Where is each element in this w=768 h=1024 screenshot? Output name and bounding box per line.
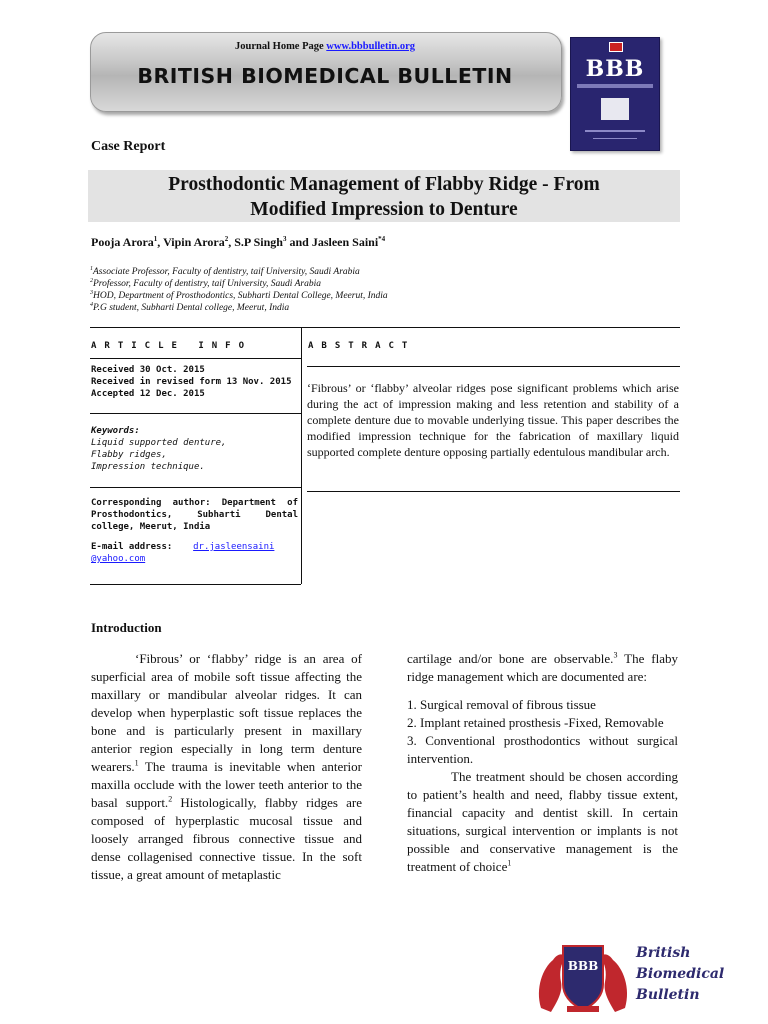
logo-horse-right (601, 954, 627, 1012)
citation: 1 (507, 858, 512, 868)
keyword: Liquid supported denture, (91, 438, 227, 448)
email-link-domain[interactable]: @yahoo.com (91, 554, 146, 564)
author-sup: *4 (378, 235, 386, 243)
info-top-rule (90, 327, 680, 328)
journal-cover-image (570, 37, 660, 151)
citation: 2 (168, 794, 173, 804)
list-item: 1. Surgical removal of fibrous tissue (407, 697, 596, 712)
cover-box (601, 98, 629, 120)
journal-home-line (90, 41, 560, 52)
info-heading-rule (90, 358, 301, 359)
intro-text: The trauma is inevitable when anterior maxilla occlude with the lower teeth anterior to the basal support. (91, 759, 362, 810)
citation: 3 (613, 650, 618, 660)
author-sup: 1 (153, 235, 158, 243)
footer-logo-text (636, 943, 724, 1006)
author-name: Jasleen Saini (311, 235, 379, 249)
flag-icon (609, 42, 623, 52)
cover-line (593, 138, 637, 139)
keyword: Flabby ridges, (91, 450, 167, 460)
email-label: E-mail address: (91, 542, 173, 552)
author-sup: 2 (224, 235, 229, 243)
affiliation (90, 266, 360, 277)
corresponding-line: Corresponding author: Department of (91, 498, 298, 508)
info-column-divider (301, 327, 302, 584)
corresponding-line: Prosthodontics, Subharti Dental (91, 510, 298, 520)
abstract-heading: ABSTRACT (308, 341, 416, 351)
info-dates-rule (90, 413, 301, 414)
affiliation-sup: 3 (90, 290, 93, 296)
logo-ribbon (567, 1006, 599, 1012)
email-line (91, 542, 274, 552)
email-link[interactable]: dr.jasleensaini (193, 542, 275, 552)
list-item: 3. Conventional prosthodontics without surgical intervention. (407, 733, 678, 766)
keyword: Impression technique. (91, 462, 205, 472)
logo-line: Biomedical (636, 966, 725, 982)
abstract-heading-rule (307, 366, 680, 367)
author-list (91, 235, 385, 250)
author-name: Pooja Arora (91, 235, 154, 249)
article-title (88, 172, 680, 222)
affiliation (90, 302, 289, 313)
intro-text: ‘Fibrous’ or ‘flabby’ ridge is an area of superficial area of mobile soft tissue affecting the maxillary or mandibular alveolar ridges. It can develop when hyperplastic soft tissue replaces the bone and is particularly present in maxillary anterior region especially in long term denture wearers. (91, 651, 362, 774)
journal-home-link[interactable]: www.bbbulletin.org (326, 41, 415, 52)
cover-line (585, 130, 645, 132)
intro-text: cartilage and/or bone are observable. (407, 651, 614, 666)
article-type: Case Report (91, 139, 166, 154)
affiliation-text: Professor, Faculty of dentistry, taif University, Saudi Arabia (93, 279, 321, 290)
introduction-heading: Introduction (91, 620, 162, 635)
intro-right-column (407, 650, 678, 876)
journal-title: BRITISH BIOMEDICAL BULLETIN (137, 64, 513, 88)
email-line-2 (91, 554, 145, 564)
author-name: Vipin Arora (163, 235, 225, 249)
logo-shield (563, 946, 603, 1010)
affiliation-sup: 4 (90, 302, 93, 308)
author-sup: 3 (282, 235, 287, 243)
affiliation-sup: 1 (90, 266, 93, 272)
logo-horse-left (539, 954, 565, 1012)
author-and: and (286, 235, 312, 249)
intro-paragraph (407, 768, 678, 876)
abstract-text: ‘Fibrous’ or ‘flabby’ alveolar ridges pose significant problems which arise during the act of impression making and less retention and stability of a complete denture due to movable underlying tissue. This paper describes the modified impression technique for the fabrication of maxillary liquid supported complete denture opposing partially edentulous mandibular arch. (307, 381, 679, 459)
title-line-2: Modified Impression to Denture (250, 199, 518, 220)
affiliation (90, 278, 321, 289)
logo-line: Bulletin (636, 987, 700, 1003)
list-item: 2. Implant retained prosthesis -Fixed, Removable (407, 715, 664, 730)
intro-paragraph (407, 650, 678, 686)
intro-left-column (91, 650, 362, 884)
received-date: Received 30 Oct. 2015 (91, 365, 205, 375)
author-separator: , (228, 235, 235, 249)
info-bottom-rule (90, 584, 301, 585)
intro-text: The flaby ridge management which are documented are: (407, 651, 679, 684)
corresponding-line: college, Meerut, India (91, 522, 211, 532)
cover-title: BBB (585, 56, 645, 82)
affiliation-text: P.G student, Subharti Dental college, Meerut, India (93, 303, 290, 314)
author-separator: , (157, 235, 164, 249)
journal-home-label: Journal Home Page (235, 41, 324, 52)
affiliation-sup: 2 (90, 278, 93, 284)
keywords-label: Keywords: (91, 426, 140, 436)
citation: 1 (134, 758, 139, 768)
affiliation (90, 290, 388, 301)
intro-text: Histologically, flabby ridges are composed of hyperplastic mucosal tissue and loosely arranged fibrous connective tissue and dense collagenised connective tissue. In the soft tissue, a great amount of metaplastic (91, 795, 362, 882)
logo-badge-text: BBB (567, 959, 599, 973)
logo-line: British (636, 945, 691, 961)
info-keywords-rule (90, 487, 301, 488)
affiliation-text: Associate Professor, Faculty of dentistry, taif University, Saudi Arabia (93, 267, 360, 278)
intro-text: The treatment should be chosen according to patient’s health and need, flabby tissue extent, financial capacity and dentist skill. In certain situations, surgical intervention or implants is not possible and conservative management is the treatment of choice (407, 769, 678, 874)
cover-strip (577, 84, 653, 88)
abstract-bottom-rule (307, 491, 680, 492)
title-line-1: Prosthodontic Management of Flabby Ridge - From (168, 174, 600, 195)
revised-date: Received in revised form 13 Nov. 2015 (91, 377, 292, 387)
author-name: S.P Singh (234, 235, 283, 249)
article-info-heading: ARTICLE INFO (91, 341, 253, 351)
journal-logo-emblem (533, 938, 633, 1018)
affiliation-text: HOD, Department of Prosthodontics, Subharti Dental College, Meerut, India (93, 291, 388, 302)
accepted-date: Accepted 12 Dec. 2015 (91, 389, 205, 399)
